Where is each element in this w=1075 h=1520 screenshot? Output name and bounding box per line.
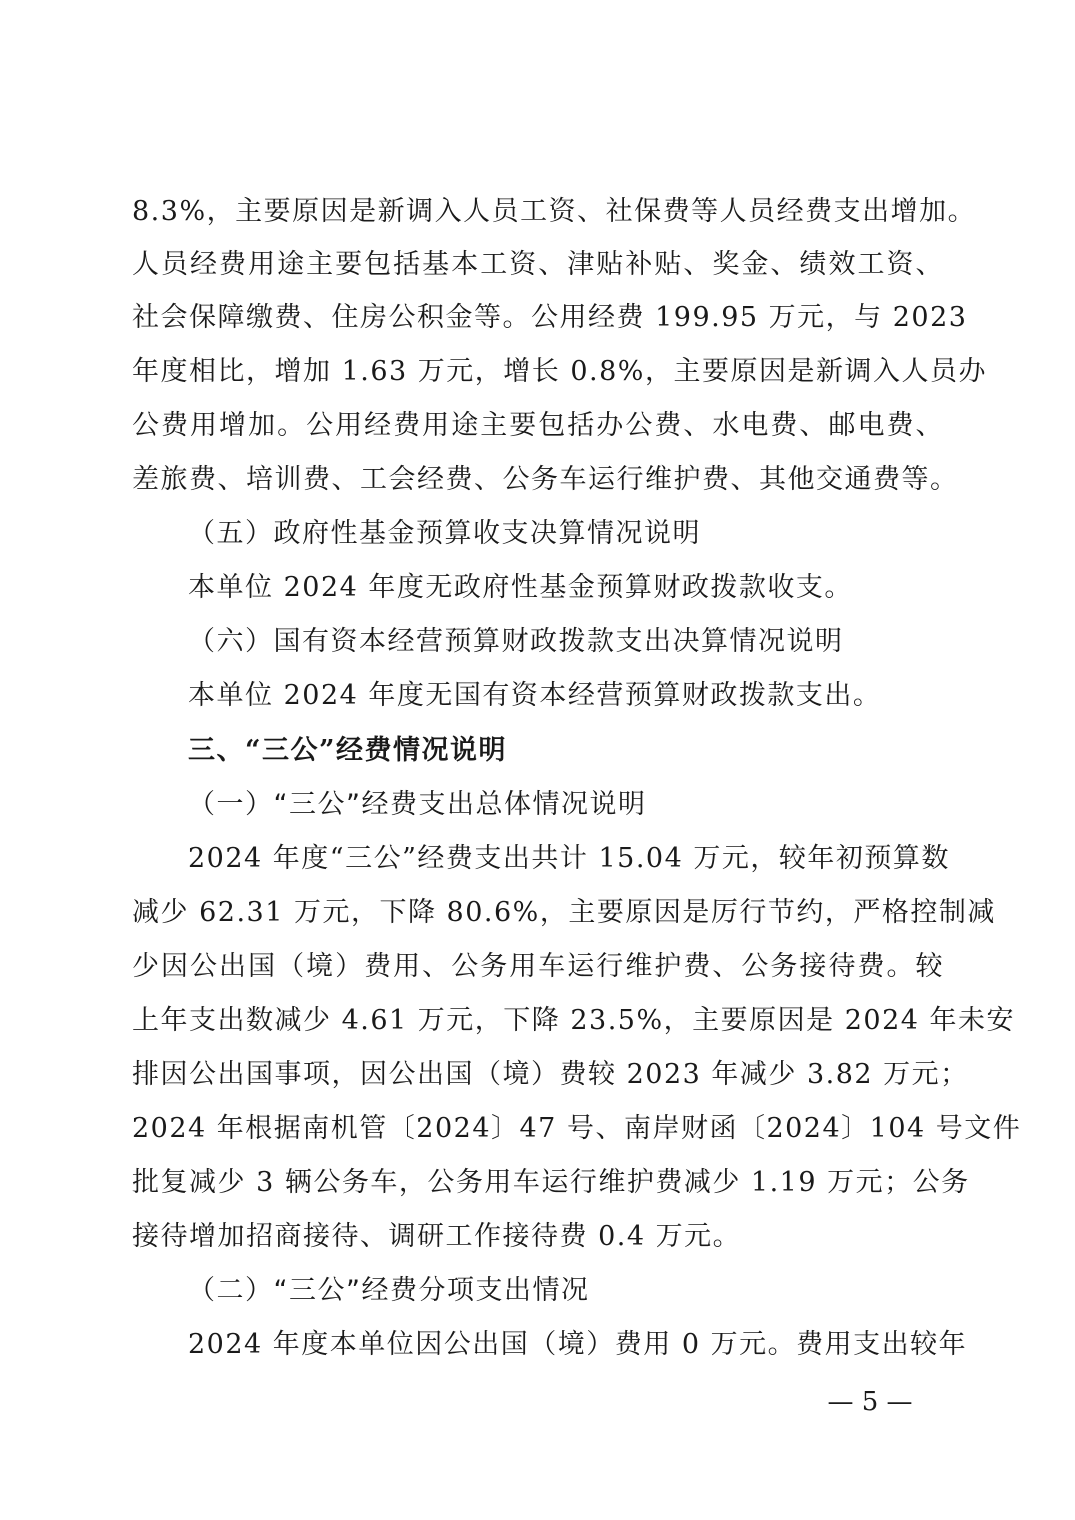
chapter-heading-3: 三、“三公”经费情况说明 xyxy=(188,735,508,766)
body-text-line: 排因公出国事项，因公出国（境）费较 2023 年减少 3.82 万元； xyxy=(132,1059,969,1090)
body-text-line: 少因公出国（境）费用、公务用车运行维护费、公务接待费。较 xyxy=(132,951,944,982)
body-text-line: 本单位 2024 年度无国有资本经营预算财政拨款支出。 xyxy=(188,680,882,711)
body-text-line: 本单位 2024 年度无政府性基金预算财政拨款收支。 xyxy=(188,572,853,603)
page-number: — 5 — xyxy=(827,1387,913,1417)
section-heading-3-1: （一）“三公”经费支出总体情况说明 xyxy=(188,789,647,820)
body-text-line: 年度相比，增加 1.63 万元，增长 0.8%，主要原因是新调入人员办 xyxy=(132,356,987,387)
section-heading-5: （五）政府性基金预算收支决算情况说明 xyxy=(188,518,701,549)
body-text-line: 2024 年度本单位因公出国（境）费用 0 万元。费用支出较年 xyxy=(188,1329,968,1360)
section-heading-6: （六）国有资本经营预算财政拨款支出决算情况说明 xyxy=(188,626,844,657)
body-text-line: 上年支出数减少 4.61 万元，下降 23.5%，主要原因是 2024 年未安 xyxy=(132,1005,1016,1036)
body-text-line: 批复减少 3 辆公务车，公务用车运行维护费减少 1.19 万元；公务 xyxy=(132,1167,970,1198)
body-text-line: 接待增加招商接待、调研工作接待费 0.4 万元。 xyxy=(132,1221,742,1252)
body-text-line: 差旅费、培训费、工会经费、公务车运行维护费、其他交通费等。 xyxy=(132,464,959,495)
body-text-line: 2024 年根据南机管〔2024〕47 号、南岸财函〔2024〕104 号文件 xyxy=(132,1113,1022,1144)
body-text-line: 社会保障缴费、住房公积金等。公用经费 199.95 万元，与 2023 xyxy=(132,302,968,333)
body-text-line: 减少 62.31 万元，下降 80.6%，主要原因是厉行节约，严格控制减 xyxy=(132,897,996,928)
body-text-line: 2024 年度“三公”经费支出共计 15.04 万元，较年初预算数 xyxy=(188,843,950,874)
body-text-line: 8.3%，主要原因是新调入人员工资、社保费等人员经费支出增加。 xyxy=(132,196,977,227)
body-text-line: 公费用增加。公用经费用途主要包括办公费、水电费、邮电费、 xyxy=(132,410,944,441)
body-text-line: 人员经费用途主要包括基本工资、津贴补贴、奖金、绩效工资、 xyxy=(132,249,944,280)
section-heading-3-2: （二）“三公”经费分项支出情况 xyxy=(188,1275,590,1306)
